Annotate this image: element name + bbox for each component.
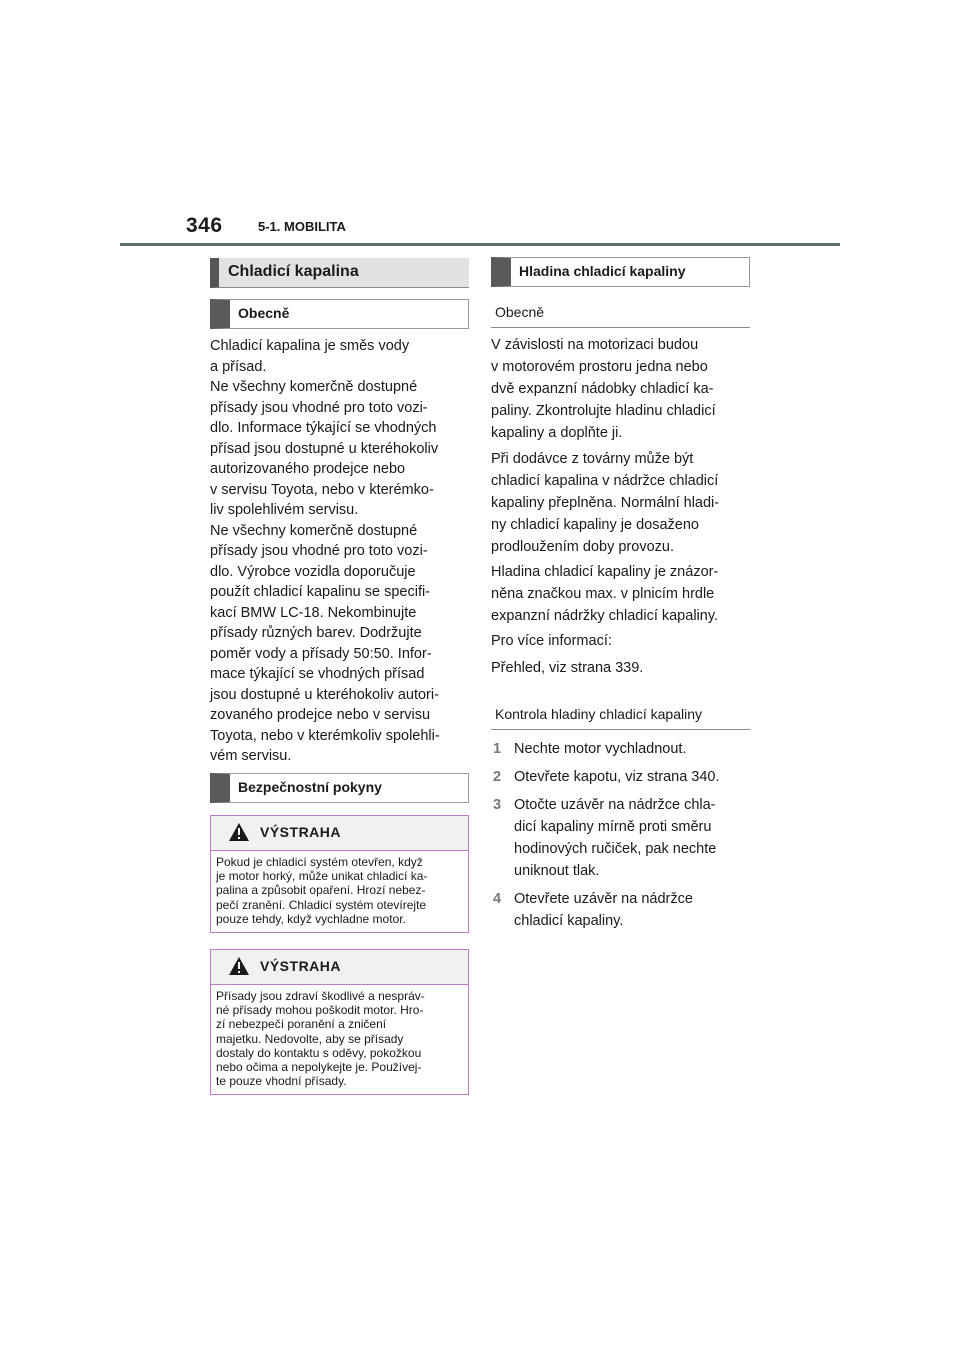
text-line: dostaly do kontaktu s oděvy, pokožkou: [216, 1045, 422, 1060]
coolant-level-para3: [491, 561, 756, 627]
text-line: Při dodávce z továrny může být: [491, 451, 694, 467]
text-line: dlo. Výrobce vozidla doporučuje: [210, 563, 416, 580]
text-line: kací BMW LC-18. Nekombinujte: [210, 604, 417, 621]
coolant-level-para2: [491, 448, 756, 558]
text-line: Nechte motor vychladnout.: [514, 741, 687, 757]
subheading-label: Kontrola hladiny chladicí kapaliny: [495, 706, 703, 722]
text-line: mace týkající se vhodných přísad: [210, 666, 425, 682]
text-line: něna značkou max. v plnicím hrdle: [491, 586, 715, 602]
text-line: pouze tehdy, když vychladne motor.: [216, 911, 406, 926]
text-line: kapaliny a doplňte ji.: [491, 425, 623, 441]
subheading-general-left: Obecně: [210, 299, 469, 329]
text-line: vém servisu.: [210, 748, 292, 764]
text-line: Pokud je chladicí systém otevřen, když: [216, 855, 423, 869]
step-item: [491, 766, 751, 788]
text-line: Otočte uzávěr na nádržce chla-: [514, 797, 716, 813]
subheading-safety: Bezpečnostní pokyny: [210, 773, 469, 803]
text-line: poměr vody a přísady 50:50. Infor-: [210, 645, 432, 662]
more-info-label: Pro více informací:: [491, 633, 612, 649]
text-line: dicí kapaliny mírně proti směru: [514, 819, 712, 835]
text-line: jsou dostupné u kteréhokoliv autori-: [210, 686, 439, 703]
text-line: Přísady jsou zdraví škodlivé a nespráv-: [216, 989, 425, 1003]
text-line: expanzní nádržky chladicí kapaliny.: [491, 608, 719, 624]
coolant-general-text: [210, 336, 472, 767]
warning-box-hot-coolant: [210, 815, 469, 933]
text-line: Otevřete uzávěr na nádržce: [514, 891, 693, 907]
text-line: použít chladicí kapalinu se specifi-: [210, 584, 431, 600]
text-line: chladicí kapaliny.: [514, 913, 624, 929]
step-number: 3: [493, 797, 502, 813]
text-line: majetku. Nedovolte, aby se přísady: [216, 1031, 404, 1046]
text-line: Toyota, nebo v kterémkoliv spolehli-: [210, 727, 440, 744]
text-line: Otevřete kapotu, viz strana 340.: [514, 769, 720, 785]
text-line: Chladicí kapalina je směs vody: [210, 338, 410, 354]
text-line: zovaného prodejce nebo v servisu: [210, 707, 431, 723]
text-line: prodloužením doby provozu.: [491, 539, 674, 555]
step-number: 2: [493, 769, 502, 785]
text-line: v motorovém prostoru jedna nebo: [491, 359, 708, 375]
text-line: V závislosti na motorizaci budou: [491, 337, 699, 353]
text-line: kapaliny přeplněna. Normální hladi-: [491, 495, 720, 511]
text-line: přísady jsou vhodné pro toto vozi-: [210, 399, 428, 416]
warning-title: VÝSTRAHA: [260, 824, 342, 840]
step-number: 1: [493, 741, 502, 757]
text-line: paliny. Zkontrolujte hladinu chladicí: [491, 403, 716, 419]
text-line: hodinových ručiček, pak nechte: [514, 841, 717, 857]
text-line: přísady různých barev. Dodržujte: [210, 625, 422, 641]
text-line: nebo očima a nepolykejte je. Používej-: [216, 1060, 422, 1075]
text-line: zí nebezpečí poranění a zničení: [216, 1017, 387, 1032]
text-line: né přísady mohou poškodit motor. Hro-: [216, 1003, 424, 1018]
warning-header: [211, 950, 468, 985]
text-line: palina a způsobit opaření. Hrozí nebez-: [216, 883, 426, 898]
warning-triangle-icon: [228, 822, 250, 842]
page-number: 346: [186, 214, 223, 237]
step-number: 4: [493, 891, 502, 907]
step-item: [491, 794, 751, 882]
warning-header: [211, 816, 468, 851]
text-line: a přísad.: [210, 358, 267, 375]
heading-coolant: Chladicí kapalina: [210, 258, 469, 288]
header-divider: [120, 243, 840, 246]
text-line: Ne všechny komerčně dostupné: [210, 522, 418, 539]
text-line: pečí zranění. Chladicí systém otevírejte: [216, 897, 427, 912]
step-item: [491, 738, 751, 760]
text-line: přísady jsou vhodné pro toto vozi-: [210, 543, 428, 559]
text-line: uniknout tlak.: [514, 863, 600, 879]
text-line: autorizovaného prodejce nebo: [210, 461, 406, 477]
text-line: je motor horký, může unikat chladicí ka-: [216, 869, 428, 884]
section-title: 5-1. MOBILITA: [258, 219, 346, 234]
text-line: Hladina chladicí kapaliny je znázor-: [491, 564, 719, 580]
text-line: přísad jsou dostupné u kteréhokoliv: [210, 440, 439, 457]
subheading-label: Obecně: [495, 304, 545, 320]
text-line: Ne všechny komerčně dostupné: [210, 379, 418, 395]
text-line: chladicí kapalina v nádržce chladicí: [491, 473, 719, 489]
warning-text: [211, 985, 468, 1094]
text-line: dlo. Informace týkající se vhodných: [210, 420, 437, 436]
check-steps-list: [491, 738, 751, 938]
warning-title: VÝSTRAHA: [260, 958, 342, 974]
step-item: [491, 888, 751, 932]
subheading-general-right: [491, 298, 750, 328]
heading-coolant-level: Hladina chladicí kapaliny: [491, 257, 750, 287]
text-line: te pouze vhodní přísady.: [216, 1074, 347, 1089]
warning-text: [211, 851, 468, 932]
text-line: v servisu Toyota, nebo v kterémko-: [210, 481, 434, 498]
text-line: dvě expanzní nádobky chladicí ka-: [491, 381, 714, 397]
coolant-level-para1: [491, 334, 756, 444]
subheading-check-level: [491, 700, 750, 730]
overview-reference-link[interactable]: Přehled, viz strana 339.: [491, 660, 644, 676]
text-line: liv spolehlivém servisu.: [210, 502, 359, 518]
text-line: ny chladicí kapaliny je dosaženo: [491, 517, 699, 533]
warning-triangle-icon: [228, 956, 250, 976]
warning-box-additives: [210, 949, 469, 1095]
